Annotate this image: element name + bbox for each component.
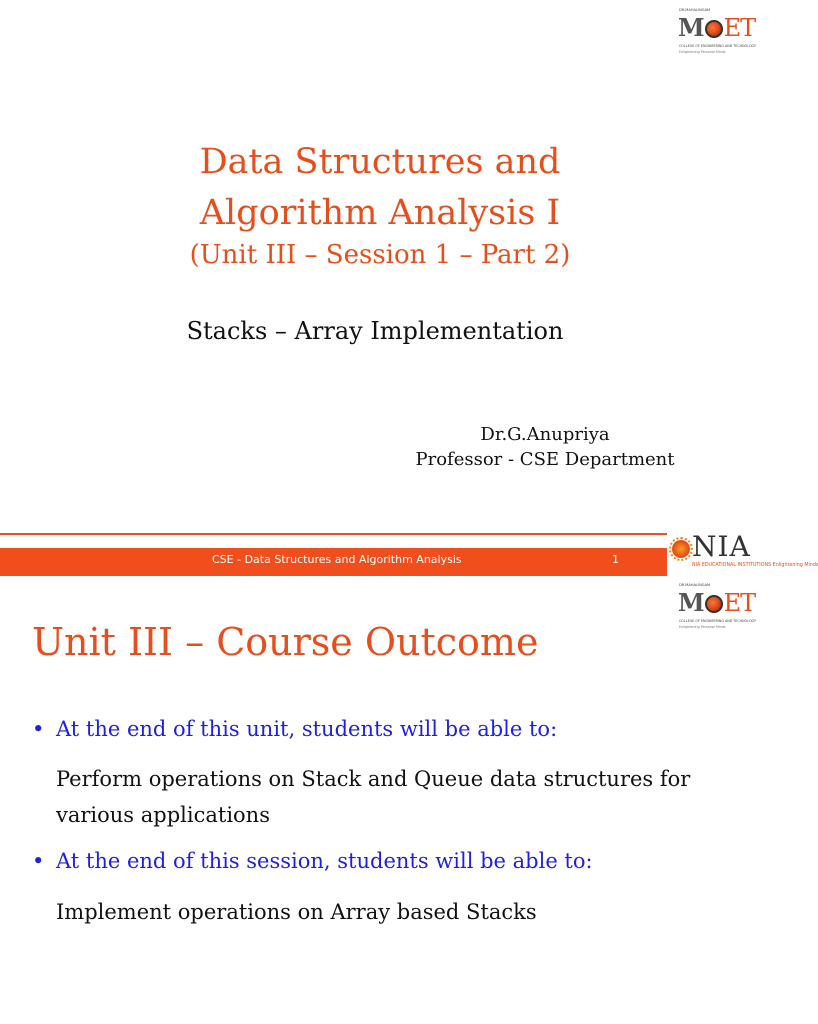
mcet-logo — [676, 583, 768, 633]
logo-wordmark — [678, 14, 755, 42]
session-outcome-text: Implement operations on Array based Stacks — [56, 900, 537, 924]
logo-word-right: ET — [723, 14, 756, 42]
bullet-heading-text: At the end of this session, students will be able to: — [56, 849, 593, 873]
course-outcome-slide — [0, 577, 768, 1024]
bullet-heading — [32, 717, 557, 741]
slide-title-line-2: Algorithm Analysis I — [199, 193, 561, 233]
globe-icon — [705, 20, 723, 38]
page-number: 1 — [612, 553, 619, 566]
nia-logo — [670, 528, 818, 574]
globe-icon — [705, 595, 723, 613]
logo-wordmark — [678, 589, 755, 617]
bullet-icon: • — [32, 717, 45, 741]
bullet-heading — [32, 849, 593, 873]
logo-caption-college: COLLEGE OF ENGINEERING AND TECHNOLOGY — [679, 44, 756, 48]
logo-caption-tagline: Enlightening Personal Minds — [679, 625, 726, 629]
logo-word-right: ET — [723, 589, 756, 617]
footer-divider — [0, 533, 667, 535]
unit-outcome-text: Perform operations on Stack and Queue data structures for various applications — [56, 767, 691, 827]
logo-top-caption: DR.MAHALINGAM — [679, 583, 711, 588]
bullet-heading-text: At the end of this unit, students will be able to: — [56, 717, 558, 741]
logo-caption-tagline: Enlightening Personal Minds — [679, 50, 726, 54]
mcet-logo — [676, 8, 768, 58]
author-name: Dr.G.Anupriya — [480, 424, 610, 445]
slide-title-line-1: Data Structures and — [199, 142, 561, 182]
sun-icon — [672, 540, 690, 558]
topic-heading: Stacks – Array Implementation — [186, 317, 564, 345]
nia-tagline: NIA EDUCATIONAL INSTITUTIONS Enlightening Minds — [692, 562, 818, 568]
slide-title: Unit III – Course Outcome — [32, 620, 539, 664]
logo-caption-college: COLLEGE OF ENGINEERING AND TECHNOLOGY — [679, 619, 756, 623]
author-role: Professor - CSE Department — [415, 449, 675, 470]
logo-word-left: M — [678, 13, 704, 42]
logo-word-left: M — [678, 588, 704, 617]
logo-top-caption: DR.MAHALINGAM — [679, 8, 711, 13]
nia-wordmark: NIA — [692, 530, 751, 563]
footer-label-text: CSE - Data Structures and Algorithm Analysis — [212, 553, 462, 566]
slide-subtitle: (Unit III – Session 1 – Part 2) — [189, 240, 571, 270]
bullet-icon: • — [32, 849, 45, 873]
